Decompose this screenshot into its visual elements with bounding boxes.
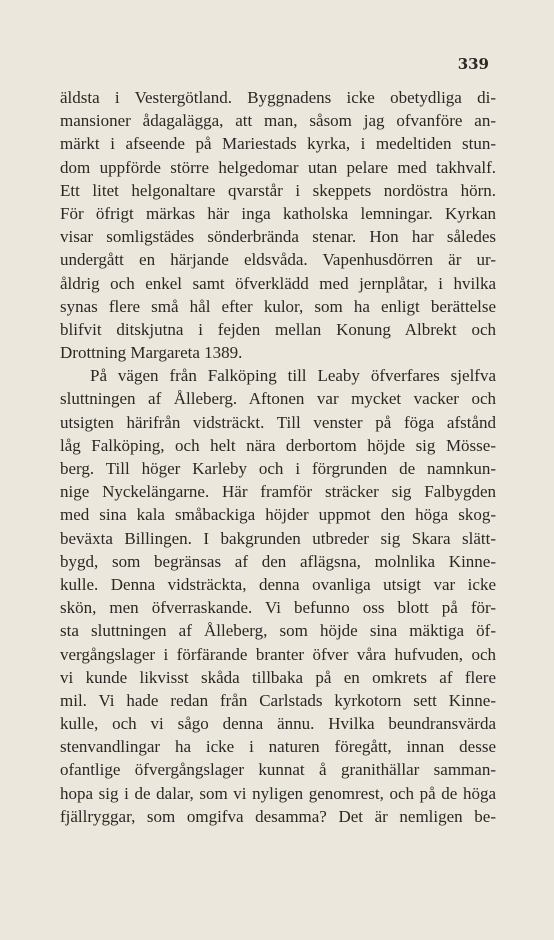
text-line: sluttningen af Ålleberg. Aftonen var mycket vacker och	[60, 389, 496, 409]
body-text	[60, 86, 496, 828]
text-line: undergått en härjande eldsvåda. Vapenhusdörren är ur-	[60, 250, 496, 270]
text-line: bygd, som begränsas af den aflägsna, molnlika Kinne-	[60, 551, 496, 571]
text-line: låg Falköping, och helt nära derbortom höjde sig Mösse-	[60, 435, 496, 455]
paragraph-end-line: Drottning Margareta 1389.	[60, 343, 243, 363]
text-line: För öfrigt märkas här inga katholska lemningar. Kyrkan	[60, 203, 496, 223]
text-line: mil. Vi hade redan från Carlstads kyrkotorn sett Kinne-	[60, 690, 496, 710]
text-line: blifvit ditskjutna i fejden mellan Konung Albrekt och	[60, 319, 496, 339]
text-line: dom uppförde större helgedomar utan pelare med takhvalf.	[60, 157, 496, 177]
text-line: åldrig och enkel samt öfverklädd med jernplåtar, i hvilka	[60, 273, 496, 293]
text-line: vi kunde likvisst skåda tillbaka på en omkrets af flere	[60, 667, 496, 687]
text-line: kulle. Denna vidsträckta, denna ovanliga utsigt var icke	[60, 574, 496, 594]
text-line: sta sluttningen af Ålleberg, som höjde sina mäktiga öf-	[60, 621, 496, 641]
text-line: hopa sig i de dalar, som vi nyligen genomrest, och på de höga	[60, 783, 496, 803]
text-line: Ett litet helgonaltare qvarstår i skeppets nordöstra hörn.	[60, 180, 496, 200]
text-line: märkt i afseende på Mariestads kyrka, i medeltiden stun-	[60, 134, 496, 154]
text-line: kulle, och vi sågo denna ännu. Hvilka beundransvärda	[60, 714, 496, 734]
text-line: stenvandlingar ha icke i naturen föregått, innan desse	[60, 737, 496, 757]
text-line: berg. Till höger Karleby och i förgrunden de namnkun-	[60, 459, 496, 478]
text-line: vergångslager i förfärande branter öfver våra hufvuden, och	[60, 644, 496, 664]
page-number: 339	[457, 55, 489, 73]
text-line: beväxta Billingen. I bakgrunden utbreder sig Skara slätt-	[60, 528, 496, 548]
text-line: ofantlige öfvergångslager kunnat å granithällar samman-	[60, 760, 496, 780]
text-line: med sina kala småbackiga höjder uppmot den höga skog-	[60, 505, 496, 525]
text-line: utsigten härifrån vidsträckt. Till venster på föga afstånd	[60, 412, 496, 432]
paragraph-start-line: På vägen från Falköping till Leaby öfverfares sjelfva	[90, 366, 496, 386]
text-line: äldsta i Vestergötland. Byggnadens icke obetydliga di-	[60, 88, 496, 107]
text-line: nige Nyckelängarne. Här framför sträcker sig Falbygden	[60, 482, 496, 502]
text-line: synas flere små hål efter kulor, som ha enligt berättelse	[60, 296, 496, 316]
text-line: fjällryggar, som omgifva desamma? Det är nemligen be-	[60, 806, 496, 826]
text-line: mansioner ådagalägga, att man, såsom jag ofvanföre an-	[60, 111, 496, 131]
text-line: skön, men öfverraskande. Vi befunno oss blott på för-	[60, 598, 496, 618]
text-line: visar somligstädes sönderbrända stenar. Hon har således	[60, 227, 496, 247]
